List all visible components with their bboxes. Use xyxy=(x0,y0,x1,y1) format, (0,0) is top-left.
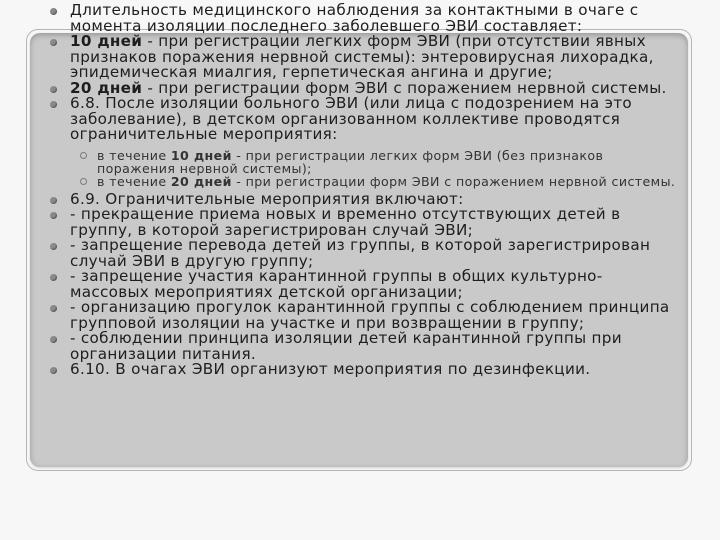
item-bold: 10 дней xyxy=(70,32,143,50)
list-item xyxy=(50,300,680,331)
item-bold: 20 дней xyxy=(70,78,143,97)
bullet-icon xyxy=(50,8,57,15)
bullet-icon xyxy=(50,336,57,343)
circle-bullet-icon xyxy=(80,178,87,185)
sub-item-bold: 20 дней xyxy=(170,173,232,189)
bullet-icon xyxy=(50,305,57,312)
item-text: - запрещение перевода детей из группы, в которой зарегистрирован случай ЭВИ в другую группу; xyxy=(70,236,651,270)
item-text: 6.9. Ограничительные мероприятия включают: xyxy=(70,189,464,208)
list-item xyxy=(50,3,680,34)
sub-item-text: - при регистрации форм ЭВИ с поражением нервной системы. xyxy=(231,173,676,189)
bullet-icon xyxy=(50,243,57,250)
item-text: - соблюдении принципа изоляции детей карантинной группы при организации питания. xyxy=(70,329,622,363)
list-item xyxy=(50,331,680,362)
list-item xyxy=(50,362,680,378)
sub-list-item xyxy=(74,149,680,175)
item-text: Длительность медицинского наблюдения за контактными в очаге с момента изоляции последнего заболевшего ЭВИ составляет: xyxy=(70,1,639,35)
item-text: 6.10. В очагах ЭВИ организуют мероприятия по дезинфекции. xyxy=(70,360,591,378)
sub-item-prefix: в течение xyxy=(97,147,171,163)
sub-item-prefix: в течение xyxy=(97,173,171,189)
item-text: - запрещение участия карантинной группы в общих культурно-массовых мероприятиях детской организации; xyxy=(70,267,603,301)
bullet-icon xyxy=(50,39,57,46)
bullet-icon xyxy=(50,86,57,93)
item-text: - прекращение приема новых и временно отсутствующих детей в группу, в которой зарегистрирован случай ЭВИ; xyxy=(70,205,621,239)
bullet-list xyxy=(50,3,680,378)
list-item xyxy=(50,96,680,192)
list-item xyxy=(50,207,680,238)
sub-list xyxy=(70,149,680,188)
sub-list-item xyxy=(74,175,680,188)
item-text: - при регистрации легких форм ЭВИ (при отсутствии явных признаков поражения нервной системы): энтеровирусная лихорадка, эпидемическая миалгия, герпетическая ангина и другие; xyxy=(70,32,654,81)
list-item xyxy=(50,238,680,269)
sub-item-bold: 10 дней xyxy=(170,147,232,163)
item-text: - при регистрации форм ЭВИ с поражением нервной системы. xyxy=(142,78,667,97)
bullet-icon xyxy=(50,274,57,281)
bullet-icon xyxy=(50,197,57,204)
item-text: - организацию прогулок карантинной группы с соблюдением принципа групповой изоляции на участке и при возвращении в группу; xyxy=(70,298,670,332)
sub-item-text: - при регистрации легких форм ЭВИ (без признаков поражения нервной системы); xyxy=(97,147,604,176)
list-item xyxy=(50,269,680,300)
bullet-icon xyxy=(50,212,57,219)
list-item xyxy=(50,34,680,81)
bullet-icon xyxy=(50,367,57,374)
item-text: 6.8. После изоляции больного ЭВИ (или лица с подозрением на это заболевание), в детском организованном коллективе проводятся ограничительные мероприятия: xyxy=(70,94,632,143)
circle-bullet-icon xyxy=(80,152,87,159)
bullet-icon xyxy=(50,101,57,108)
